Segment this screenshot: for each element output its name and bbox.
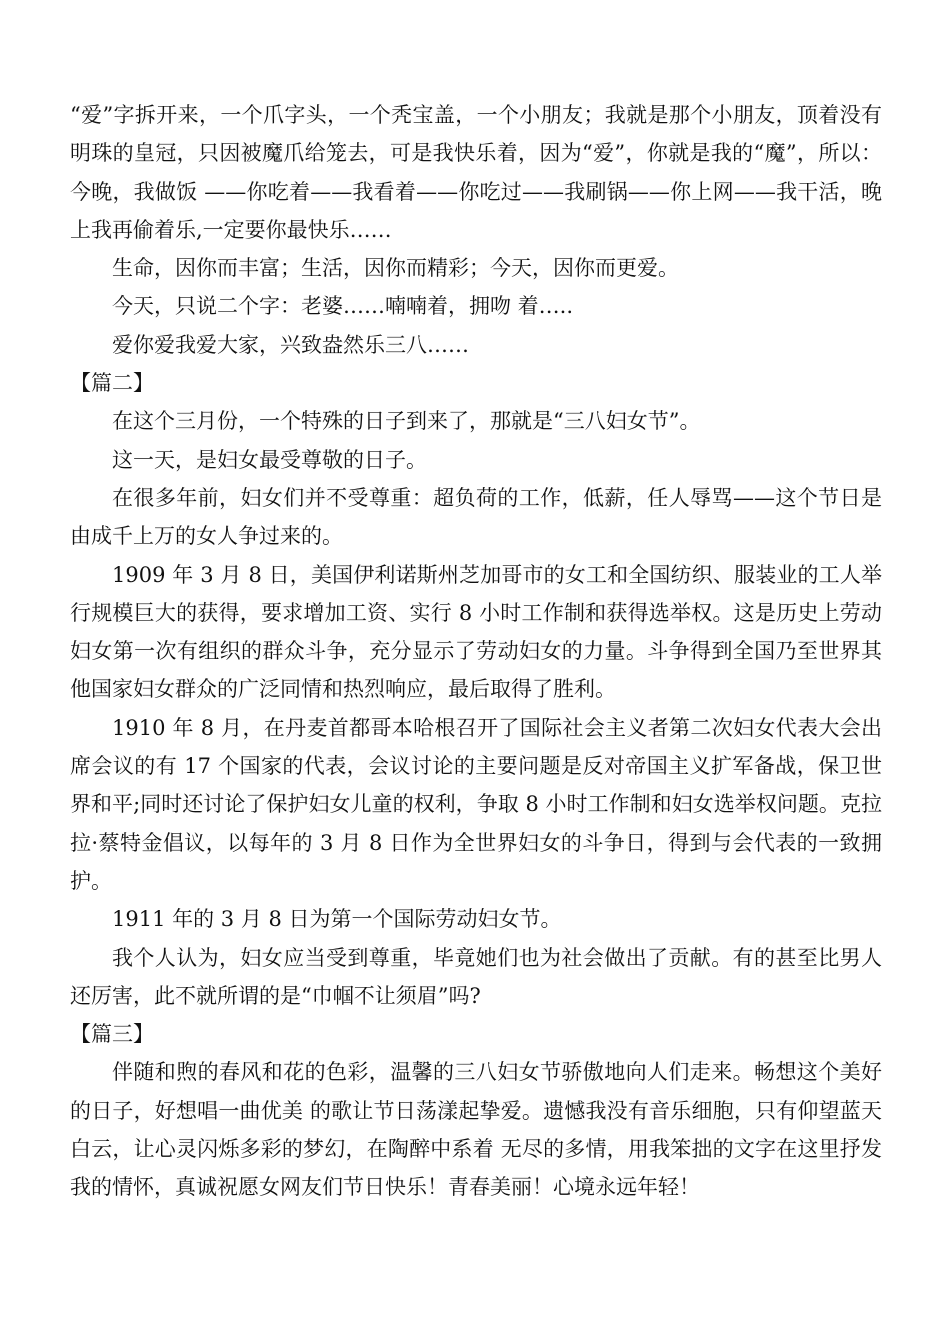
paragraph-two-words: 今天，只说二个字：老婆……喃喃着，拥吻 着….. xyxy=(112,294,574,319)
paragraph-love-character: “爱”字拆开来，一个爪字头，一个秃宝盖，一个小朋友；我就是那个小朋友，顶着没有 明珠的皇冠，只因被魔爪给笼去，可是我快乐着，因为“爱”，你就是我的“魔”，所以：今晚，我做饭 ——你吃着——我看着——你吃过——我刷锅——你上网——我干活，晚上我再偷着乐,一定要你最快乐…… xyxy=(70,103,882,242)
paragraph-march-special-day: 在这个三月份，一个特殊的日子到来了，那就是“三八妇女节”。 xyxy=(112,409,701,434)
paragraph-spring-wishes: 伴随和煦的春风和花的色彩，温馨的三八妇女节骄傲地向人们走来。畅想这个美好的日子，好想唱一曲优美 的歌让节日荡漾起挚爱。遗憾我没有音乐细胞，只有仰望蓝天白云，让心灵闪烁多彩的梦幻，在陶醉中系着 无尽的多情，用我笨拙的文字在这里抒发我的情怀，真诚祝愿女网友们节日快乐！青春美丽！心境永远年轻！ xyxy=(70,1060,882,1200)
document-body xyxy=(70,96,882,1207)
paragraph-1910-history: 1910 年 8 月，在丹麦首都哥本哈根召开了国际社会主义者第二次妇女代表大会出席会议的有 17 个国家的代表，会议讨论的主要问题是反对帝国主义扩军备战，保卫世界和平;同时还讨论了保护妇女儿童的权利，争取 8 小时工作制和妇女选举权问题。克拉拉·蔡特金倡议，以每年的 3 月 8 日作为全世界妇女的斗争日，得到与会代表的一致拥护。 xyxy=(70,715,882,893)
paragraph-1911-first-womens-day: 1911 年的 3 月 8 日为第一个国际劳动妇女节。 xyxy=(112,907,562,932)
paragraph-love-everyone: 爱你爱我爱大家，兴致盎然乐三八…… xyxy=(112,332,469,357)
section-heading-part-three: 【篇三】 xyxy=(70,1022,154,1047)
paragraph-1909-history: 1909 年 3 月 8 日，美国伊利诺斯州芝加哥市的女工和全国纺织、服装业的工人举行规模巨大的获得，要求增加工资、实行 8 小时工作制和获得选举权。这是历史上劳动妇女第一次有组织的群众斗争，充分显示了劳动妇女的力量。斗争得到全国乃至世界其他国家妇女群众的广泛同情和热烈响应，最后取得了胜利。 xyxy=(70,562,882,702)
paragraph-not-respected-past: 在很多年前，妇女们并不受尊重：超负荷的工作，低薪，任人辱骂——这个节日是由成千上万的女人争过来的。 xyxy=(70,485,882,549)
paragraph-most-respected-day: 这一天，是妇女最受尊敬的日子。 xyxy=(112,447,427,472)
paragraph-life-enriched: 生命，因你而丰富；生活，因你而精彩；今天，因你而更爱。 xyxy=(112,256,679,281)
section-heading-part-two: 【篇二】 xyxy=(70,371,154,396)
paragraph-personal-opinion: 我个人认为，妇女应当受到尊重，毕竟她们也为社会做出了贡献。有的甚至比男人还厉害，此不就所谓的是“巾帼不让须眉”吗? xyxy=(70,945,882,1008)
